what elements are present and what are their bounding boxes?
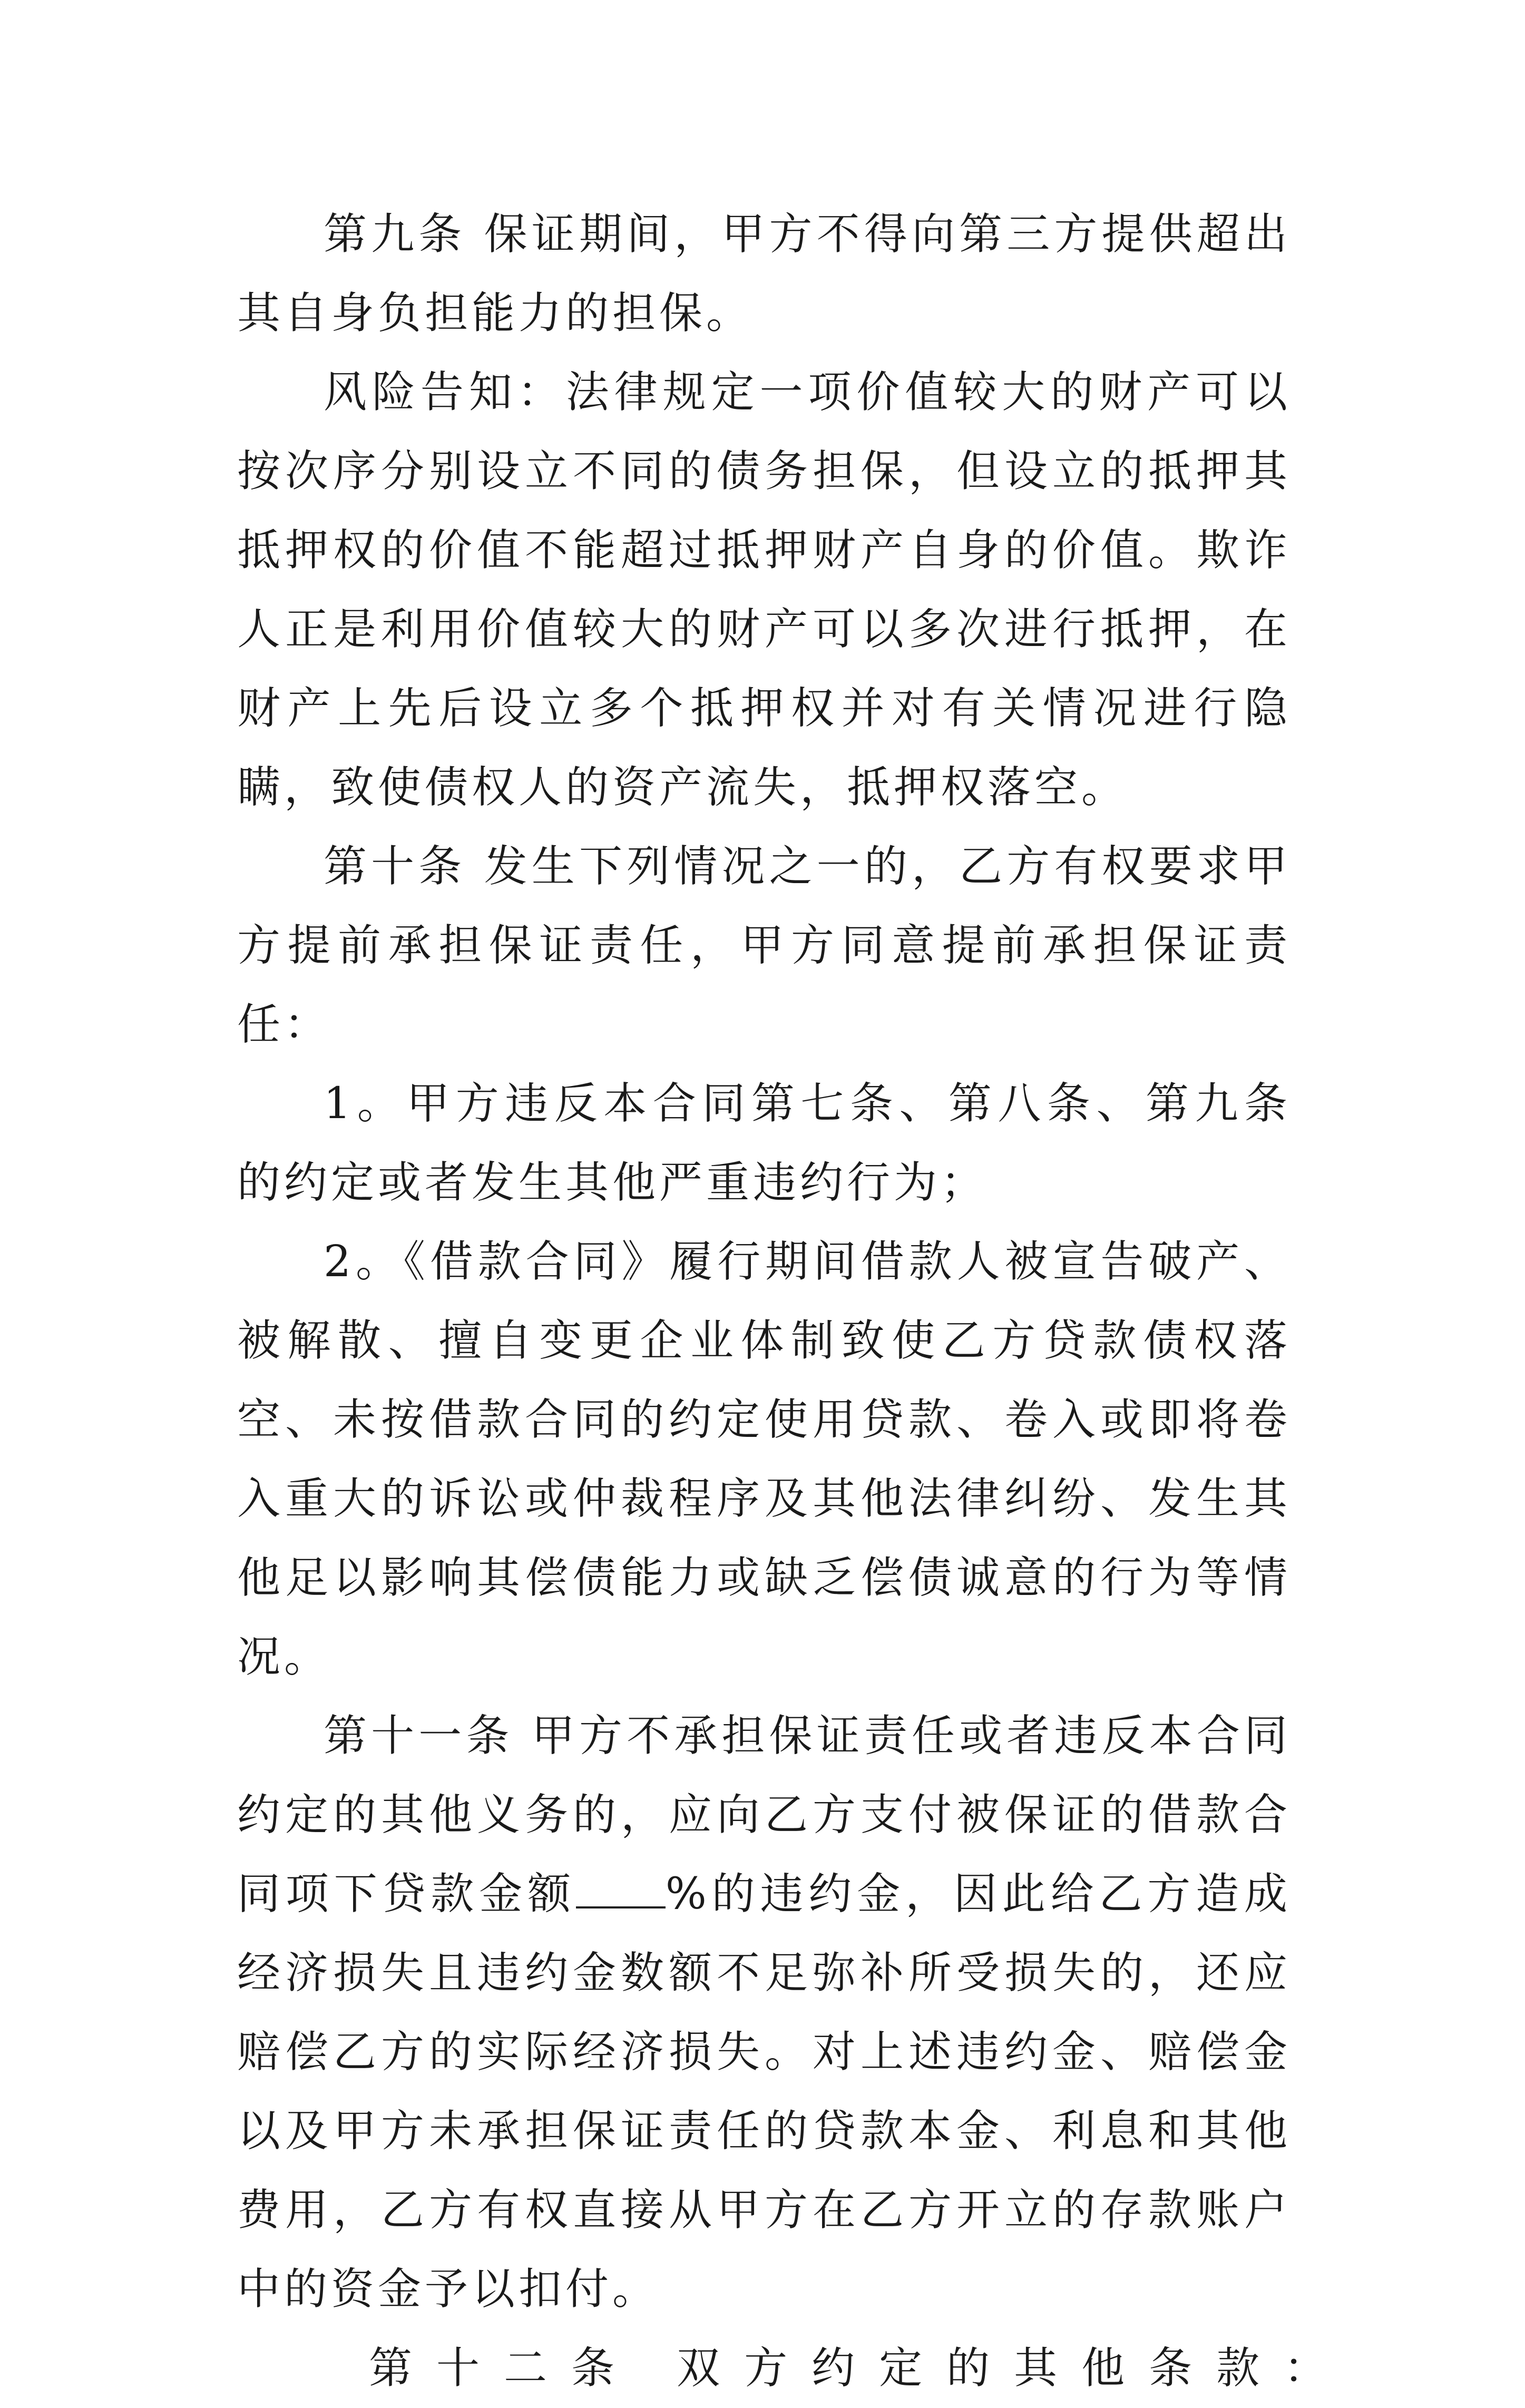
clause-10-item-1: 1。甲方违反本合同第七条、第八条、第九条的约定或者发生其他严重违约行为；: [237, 1079, 1291, 1208]
percentage-blank-field: [576, 1869, 666, 1908]
clause-9: 第九条 保证期间，甲方不得向第三方提供超出其自身负担能力的担保。: [237, 209, 1291, 338]
clause-11-part-b: %的违约金，因此给乙方造成经济损失且违约金数额不足弥补所受损失的，还应赔偿乙方的实际经济损失。对上述违约金、赔偿金以及甲方未承担保证责任的贷款本金、利息和其他费用，乙方有权直接从甲方在乙方开立的存款账户中的资金予以扣付。: [237, 1869, 1291, 2314]
clause-10-item-2: 2。《借款合同》履行期间借款人被宣告破产、被解散、擅自变更企业体制致使乙方贷款债权落空、未按借款合同的约定使用贷款、卷入或即将卷入重大的诉讼或仲裁程序及其他法律纠纷、发生其他足以影响其偿债能力或缺乏偿债诚意的行为等情况。: [237, 1237, 1291, 1682]
clause-12: 第十二条 双方约定的其他条款：: [369, 2343, 1352, 2393]
risk-notice: 风险告知：法律规定一项价值较大的财产可以按次序分别设立不同的债务担保，但设立的抵押其抵押权的价值不能超过抵押财产自身的价值。欺诈人正是利用价值较大的财产可以多次进行抵押，在财产上先后设立多个抵押权并对有关情况进行隐瞒，致使债权人的资产流失，抵押权落空。: [237, 367, 1291, 813]
clause-10: 第十条 发生下列情况之一的，乙方有权要求甲方提前承担保证责任，甲方同意提前承担保证责任：: [237, 841, 1291, 1050]
clause-11: [237, 1697, 1291, 2329]
contract-body: [237, 195, 1352, 2408]
clause-11-part-a: 第十一条 甲方不承担保证责任或者违反本合同约定的其他义务的，应向乙方支付被保证的借款合同项下贷款金额: [237, 1711, 1291, 1919]
